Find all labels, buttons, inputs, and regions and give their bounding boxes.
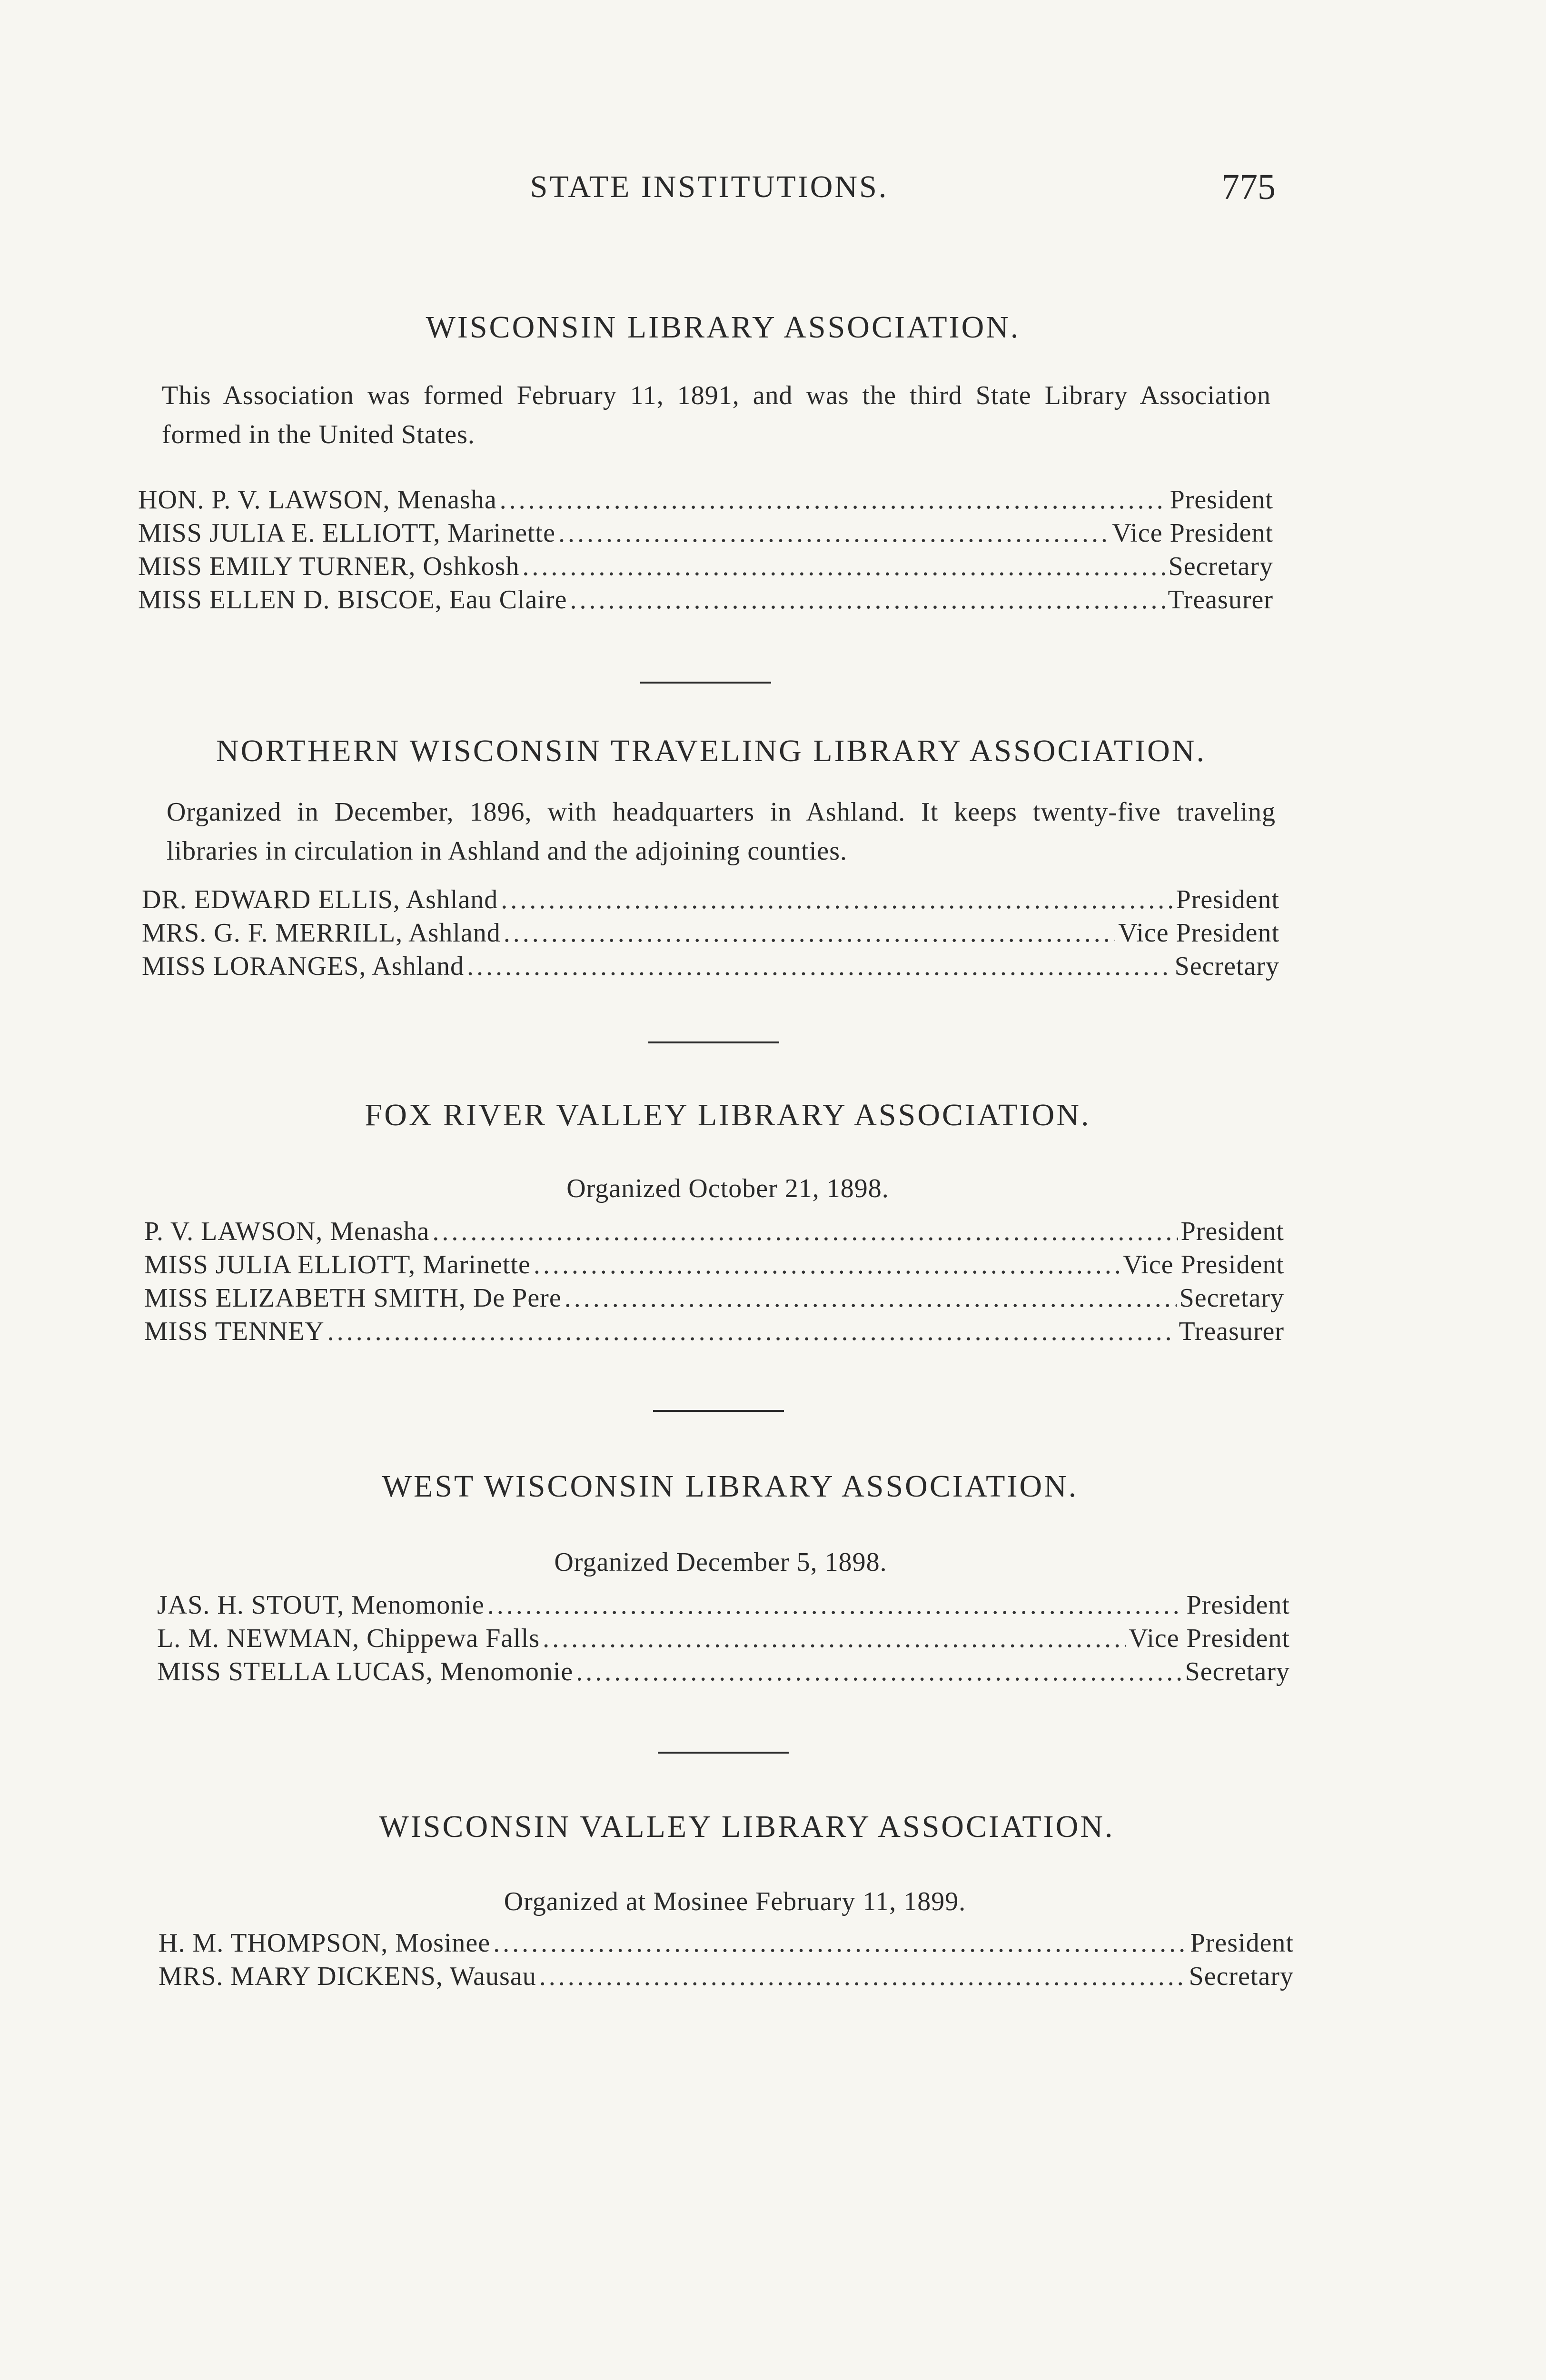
leader-dots bbox=[539, 1961, 1186, 1992]
officer-row bbox=[144, 1216, 1284, 1250]
officer-role: Treasurer bbox=[1168, 585, 1273, 615]
officer-name: L. M. NEWMAN, Chippewa Falls bbox=[157, 1624, 540, 1653]
section-intro: This Association was formed February 11, 1891, and was the third State Library Association formed in the United States. bbox=[162, 381, 1271, 449]
officer-row bbox=[157, 1590, 1290, 1623]
running-head: STATE INSTITUTIONS. bbox=[530, 169, 889, 204]
officer-row bbox=[144, 1250, 1284, 1283]
officer-name: MISS ELIZABETH SMITH, De Pere bbox=[144, 1283, 562, 1313]
officer-list bbox=[159, 1928, 1294, 1994]
leader-dots bbox=[432, 1216, 1178, 1247]
officer-name: MISS STELLA LUCAS, Menomonie bbox=[157, 1657, 574, 1686]
officer-role: President bbox=[1169, 485, 1273, 515]
officer-name: MISS JULIA E. ELLIOTT, Marinette bbox=[138, 518, 556, 548]
officer-role: President bbox=[1180, 1217, 1284, 1246]
officer-role: Vice President bbox=[1112, 518, 1273, 548]
officer-name: MRS. G. F. MERRILL, Ashland bbox=[142, 918, 501, 948]
leader-dots bbox=[534, 1250, 1120, 1280]
organized-date: Organized October 21, 1898. bbox=[566, 1174, 889, 1203]
officer-row bbox=[157, 1656, 1290, 1690]
officer-row bbox=[142, 951, 1279, 984]
officer-role: Treasurer bbox=[1179, 1317, 1284, 1346]
section-title: WISCONSIN LIBRARY ASSOCIATION. bbox=[426, 310, 1021, 345]
leader-dots bbox=[504, 918, 1116, 948]
leader-dots bbox=[558, 518, 1109, 548]
leader-dots bbox=[543, 1623, 1126, 1654]
section-divider bbox=[653, 1410, 784, 1412]
officer-role: Secretary bbox=[1174, 952, 1279, 981]
officer-name: MISS TENNEY bbox=[144, 1317, 325, 1346]
officer-list bbox=[142, 884, 1279, 984]
officer-name: MISS LORANGES, Ashland bbox=[142, 952, 464, 981]
leader-dots bbox=[565, 1283, 1177, 1313]
officer-row bbox=[138, 518, 1273, 551]
leader-dots bbox=[576, 1656, 1182, 1687]
officer-list bbox=[144, 1216, 1284, 1349]
leader-dots bbox=[500, 485, 1167, 515]
leader-dots bbox=[487, 1590, 1184, 1620]
officer-role: Vice President bbox=[1129, 1624, 1290, 1653]
section-title: FOX RIVER VALLEY LIBRARY ASSOCIATION. bbox=[365, 1098, 1091, 1132]
officer-row bbox=[142, 884, 1279, 918]
section-divider bbox=[640, 682, 771, 684]
officer-name: DR. EDWARD ELLIS, Ashland bbox=[142, 885, 498, 914]
leader-dots bbox=[522, 551, 1165, 582]
section-divider bbox=[648, 1041, 779, 1043]
officer-name: JAS. H. STOUT, Menomonie bbox=[157, 1590, 485, 1620]
officer-name: MISS EMILY TURNER, Oshkosh bbox=[138, 552, 520, 581]
officer-list bbox=[157, 1590, 1290, 1690]
officer-name: MISS ELLEN D. BISCOE, Eau Claire bbox=[138, 585, 567, 615]
leader-dots bbox=[501, 884, 1173, 915]
officer-name: H. M. THOMPSON, Mosinee bbox=[159, 1928, 491, 1958]
officer-role: Vice President bbox=[1123, 1250, 1284, 1279]
officer-role: President bbox=[1190, 1928, 1294, 1958]
officer-row bbox=[138, 485, 1273, 518]
section-title: NORTHERN WISCONSIN TRAVELING LIBRARY ASSOCIATION. bbox=[216, 734, 1206, 768]
leader-dots bbox=[570, 585, 1165, 615]
section-title: WEST WISCONSIN LIBRARY ASSOCIATION. bbox=[382, 1469, 1079, 1504]
officer-row bbox=[159, 1961, 1294, 1994]
officer-row bbox=[159, 1928, 1294, 1961]
section-divider bbox=[658, 1752, 789, 1754]
officer-name: HON. P. V. LAWSON, Menasha bbox=[138, 485, 497, 515]
leader-dots bbox=[493, 1928, 1187, 1958]
officer-row bbox=[138, 551, 1273, 585]
officer-name: MISS JULIA ELLIOTT, Marinette bbox=[144, 1250, 531, 1279]
leader-dots bbox=[467, 951, 1172, 982]
officer-role: President bbox=[1176, 885, 1279, 914]
officer-role: President bbox=[1186, 1590, 1290, 1620]
officer-row bbox=[157, 1623, 1290, 1656]
officer-row bbox=[138, 585, 1273, 618]
officer-role: Secretary bbox=[1168, 552, 1273, 581]
organized-date: Organized December 5, 1898. bbox=[554, 1547, 887, 1577]
section-intro: Organized in December, 1896, with headquarters in Ashland. It keeps twenty-five traveling libraries in circulation in Ashland and the adjoining counties. bbox=[167, 797, 1276, 866]
officer-name: P. V. LAWSON, Menasha bbox=[144, 1217, 430, 1246]
officer-list bbox=[138, 485, 1273, 618]
officer-row bbox=[144, 1283, 1284, 1316]
officer-row bbox=[142, 918, 1279, 951]
organized-date: Organized at Mosinee February 11, 1899. bbox=[504, 1887, 966, 1916]
page-number: 775 bbox=[1221, 167, 1276, 207]
officer-role: Secretary bbox=[1185, 1657, 1290, 1686]
officer-name: MRS. MARY DICKENS, Wausau bbox=[159, 1962, 536, 1991]
officer-role: Vice President bbox=[1118, 918, 1279, 948]
leader-dots bbox=[327, 1316, 1176, 1347]
officer-role: Secretary bbox=[1189, 1962, 1294, 1991]
officer-row bbox=[144, 1316, 1284, 1349]
section-title: WISCONSIN VALLEY LIBRARY ASSOCIATION. bbox=[379, 1809, 1115, 1844]
officer-role: Secretary bbox=[1179, 1283, 1284, 1313]
